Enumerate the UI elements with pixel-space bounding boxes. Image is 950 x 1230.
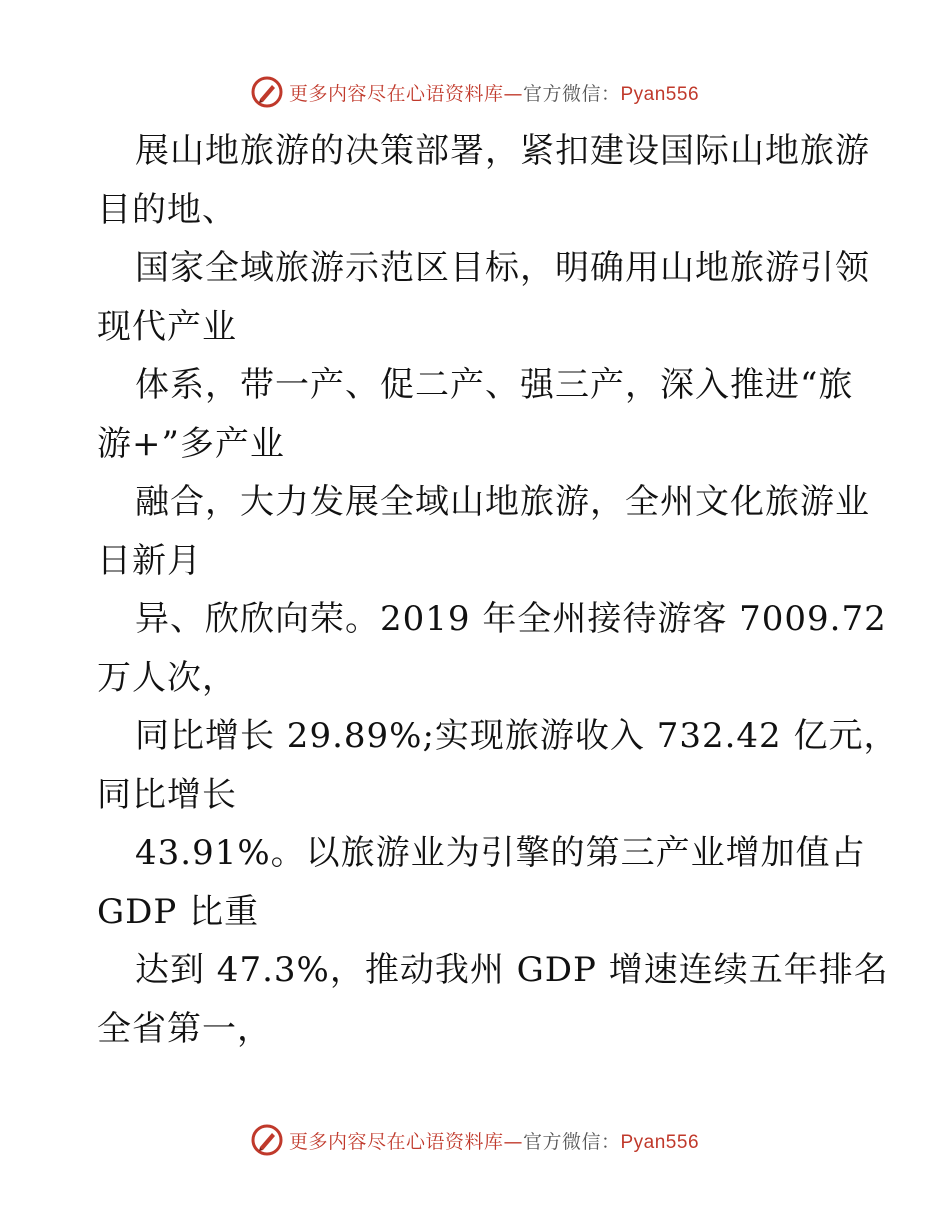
body-line: 日新月 <box>97 540 202 581</box>
body-line: 同比增长 <box>97 774 237 815</box>
body-line: 达到 47.3%，推动我州 GDP 增速连续五年排名 <box>135 950 889 990</box>
body-line: 目的地、 <box>97 189 237 230</box>
body-line: GDP 比重 <box>97 891 260 932</box>
header-watermark <box>0 72 950 112</box>
body-line: 展山地旅游的决策部署，紧扣建设国际山地旅游 <box>135 131 870 171</box>
body-line: 43.91%。以旅游业为引擎的第三产业增加值占 <box>135 833 866 873</box>
footer-watermark <box>0 1120 950 1160</box>
body-line: 游+”多产业 <box>97 423 285 464</box>
body-line: 异、欣欣向荣。2019 年全州接待游客 7009.72 <box>135 599 887 639</box>
body-line: 融合，大力发展全域山地旅游，全州文化旅游业 <box>135 482 870 522</box>
body-line: 体系，带一产、促二产、强三产，深入推进“旅 <box>135 365 854 405</box>
body-line: 全省第一， <box>97 1008 272 1049</box>
body-line: 同比增长 29.89%;实现旅游收入 732.42 亿元， <box>135 716 899 756</box>
document-body <box>97 122 899 1058</box>
body-line: 现代产业 <box>97 306 237 347</box>
watermark-text: 更多内容尽在心语资料库—官方微信：Pyan556 <box>288 1130 700 1153</box>
pen-logo-icon <box>251 76 283 108</box>
watermark-text: 更多内容尽在心语资料库—官方微信：Pyan556 <box>288 82 700 105</box>
body-line: 万人次， <box>97 657 237 698</box>
body-line: 国家全域旅游示范区目标，明确用山地旅游引领 <box>135 248 870 288</box>
pen-logo-icon <box>251 1124 283 1156</box>
